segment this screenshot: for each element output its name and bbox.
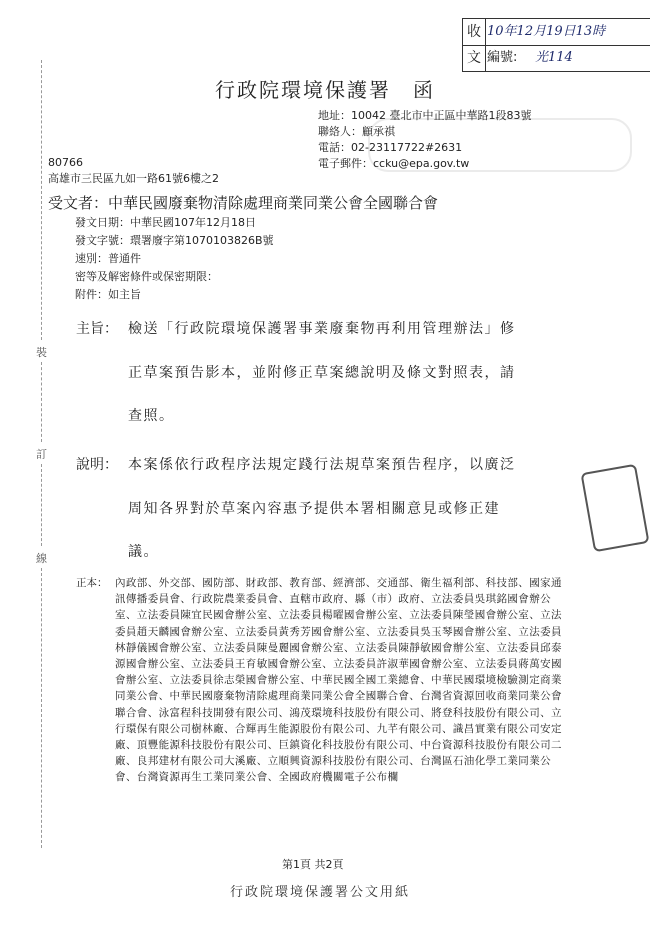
explanation-line-2: 周知各界對於草案內容惠予提供本署相關意見或修正建 bbox=[128, 501, 500, 517]
subject-line-2: 正草案預告影本，並附修正草案總說明及條文對照表，請 bbox=[128, 365, 516, 381]
sender-contact: 聯絡人：顧承祺 bbox=[318, 125, 395, 138]
binding-line-mid bbox=[41, 362, 42, 442]
receipt-num-label: 編號: bbox=[487, 50, 518, 65]
binding-mark-middle: 訂 bbox=[36, 448, 47, 461]
cc-recipients: 內政部、外交部、國防部、財政部、教育部、經濟部、交通部、衛生福利部、科技部、國家通訊傳播委員會、行政院農業委員會、直轄市政府、縣（市）政府、立法委員吳琪銘國會辦公室、立法委員陳宜民國會辦公室、立法委員楊曜國會辦公室、立法委員陳瑩國會辦公室、立法委員趙天麟國會辦公室、立法委員黃秀芳國會辦公室、立法委員吳玉琴國會辦公室、立法委員林靜儀國會辦公室、立法委員陳曼麗國會辦公室、立法委員陳靜敏國會辦公室、立法委員邱泰源國會辦公室、立法委員王育敏國會辦公室、立法委員許淑華國會辦公室、立法委員蔣萬安國會辦公室、立法委員徐志榮國會辦公室、中華民國全國工業總會、中華民國環境檢驗測定商業同業公會、中華民國廢棄物清除處理商業同業公會全國聯合會、台灣省資源回收商業同業公會聯合會、泳富程科技開發有限公司、鴻茂環境科技股份有限公司、將登科技股份有限公司、立行環保有限公司樹林廠、合輝再生能源股份有限公司、九芊有限公司、識昌實業有限公司安定廠、頂豐能源科技股份有限公司、巨鎮資化科技股份有限公司、中台資源科技股份有限公司二廠、良邦建材有限公司大溪廠、立順興資源科技股份有限公司、台灣區石油化學工業同業公會、台灣資源再生工業同業公會、全國政府機關電子公布欄 bbox=[115, 577, 562, 784]
page-number: 第1頁 共2頁 bbox=[282, 858, 344, 871]
receipt-recv-date: 10年12月19日13時 bbox=[487, 24, 606, 39]
binding-line-top bbox=[41, 60, 42, 340]
security-level: 密等及解密條件或保密期限： bbox=[75, 270, 218, 283]
recipient: 受文者：中華民國廢棄物清除處理商業同業公會全國聯合會 bbox=[48, 194, 439, 212]
binding-line-lower bbox=[41, 464, 42, 546]
binding-mark-bottom: 線 bbox=[36, 552, 47, 565]
speed-class: 速別：普通件 bbox=[75, 252, 141, 265]
explanation-line-3: 議。 bbox=[128, 544, 159, 560]
binding-mark-top: 裝 bbox=[36, 346, 47, 359]
sender-address: 地址：10042 臺北市中正區中華路1段83號 bbox=[318, 109, 532, 122]
sender-email: 電子郵件：ccku@epa.gov.tw bbox=[318, 157, 470, 170]
receipt-recv-label: 收 bbox=[463, 19, 486, 45]
sender-phone: 電話：02-23117722#2631 bbox=[318, 141, 463, 154]
document-title: 行政院環境保護署 函 bbox=[215, 78, 435, 102]
receipt-stamp bbox=[462, 18, 650, 72]
subject-line-3: 查照。 bbox=[128, 408, 175, 424]
receipt-num-value: 光114 bbox=[535, 50, 573, 65]
receipt-row-number bbox=[463, 45, 650, 71]
subject-line-1: 檢送「行政院環境保護署事業廢棄物再利用管理辦法」修 bbox=[128, 321, 516, 337]
attachment: 附件：如主旨 bbox=[75, 288, 141, 301]
explanation-line-1: 本案係依行政程序法規定踐行法規草案預告程序，以廣泛 bbox=[128, 457, 516, 473]
receipt-doc-label: 文 bbox=[463, 45, 486, 71]
explanation-label: 說明： bbox=[76, 457, 118, 473]
binding-line-bottom bbox=[41, 568, 42, 848]
official-seal bbox=[580, 464, 649, 553]
cc-label: 正本： bbox=[76, 577, 108, 589]
subject-label: 主旨： bbox=[76, 321, 118, 337]
document-number: 發文字號：環署廢字第1070103826B號 bbox=[75, 234, 274, 247]
recipient-zip: 80766 bbox=[48, 156, 83, 169]
receipt-row-date bbox=[463, 19, 650, 46]
issue-date: 發文日期：中華民國107年12月18日 bbox=[75, 216, 256, 229]
footer-paper-label: 行政院環境保護署公文用紙 bbox=[230, 885, 411, 900]
recipient-address: 高雄市三民區九如一路61號6樓之2 bbox=[48, 172, 219, 185]
